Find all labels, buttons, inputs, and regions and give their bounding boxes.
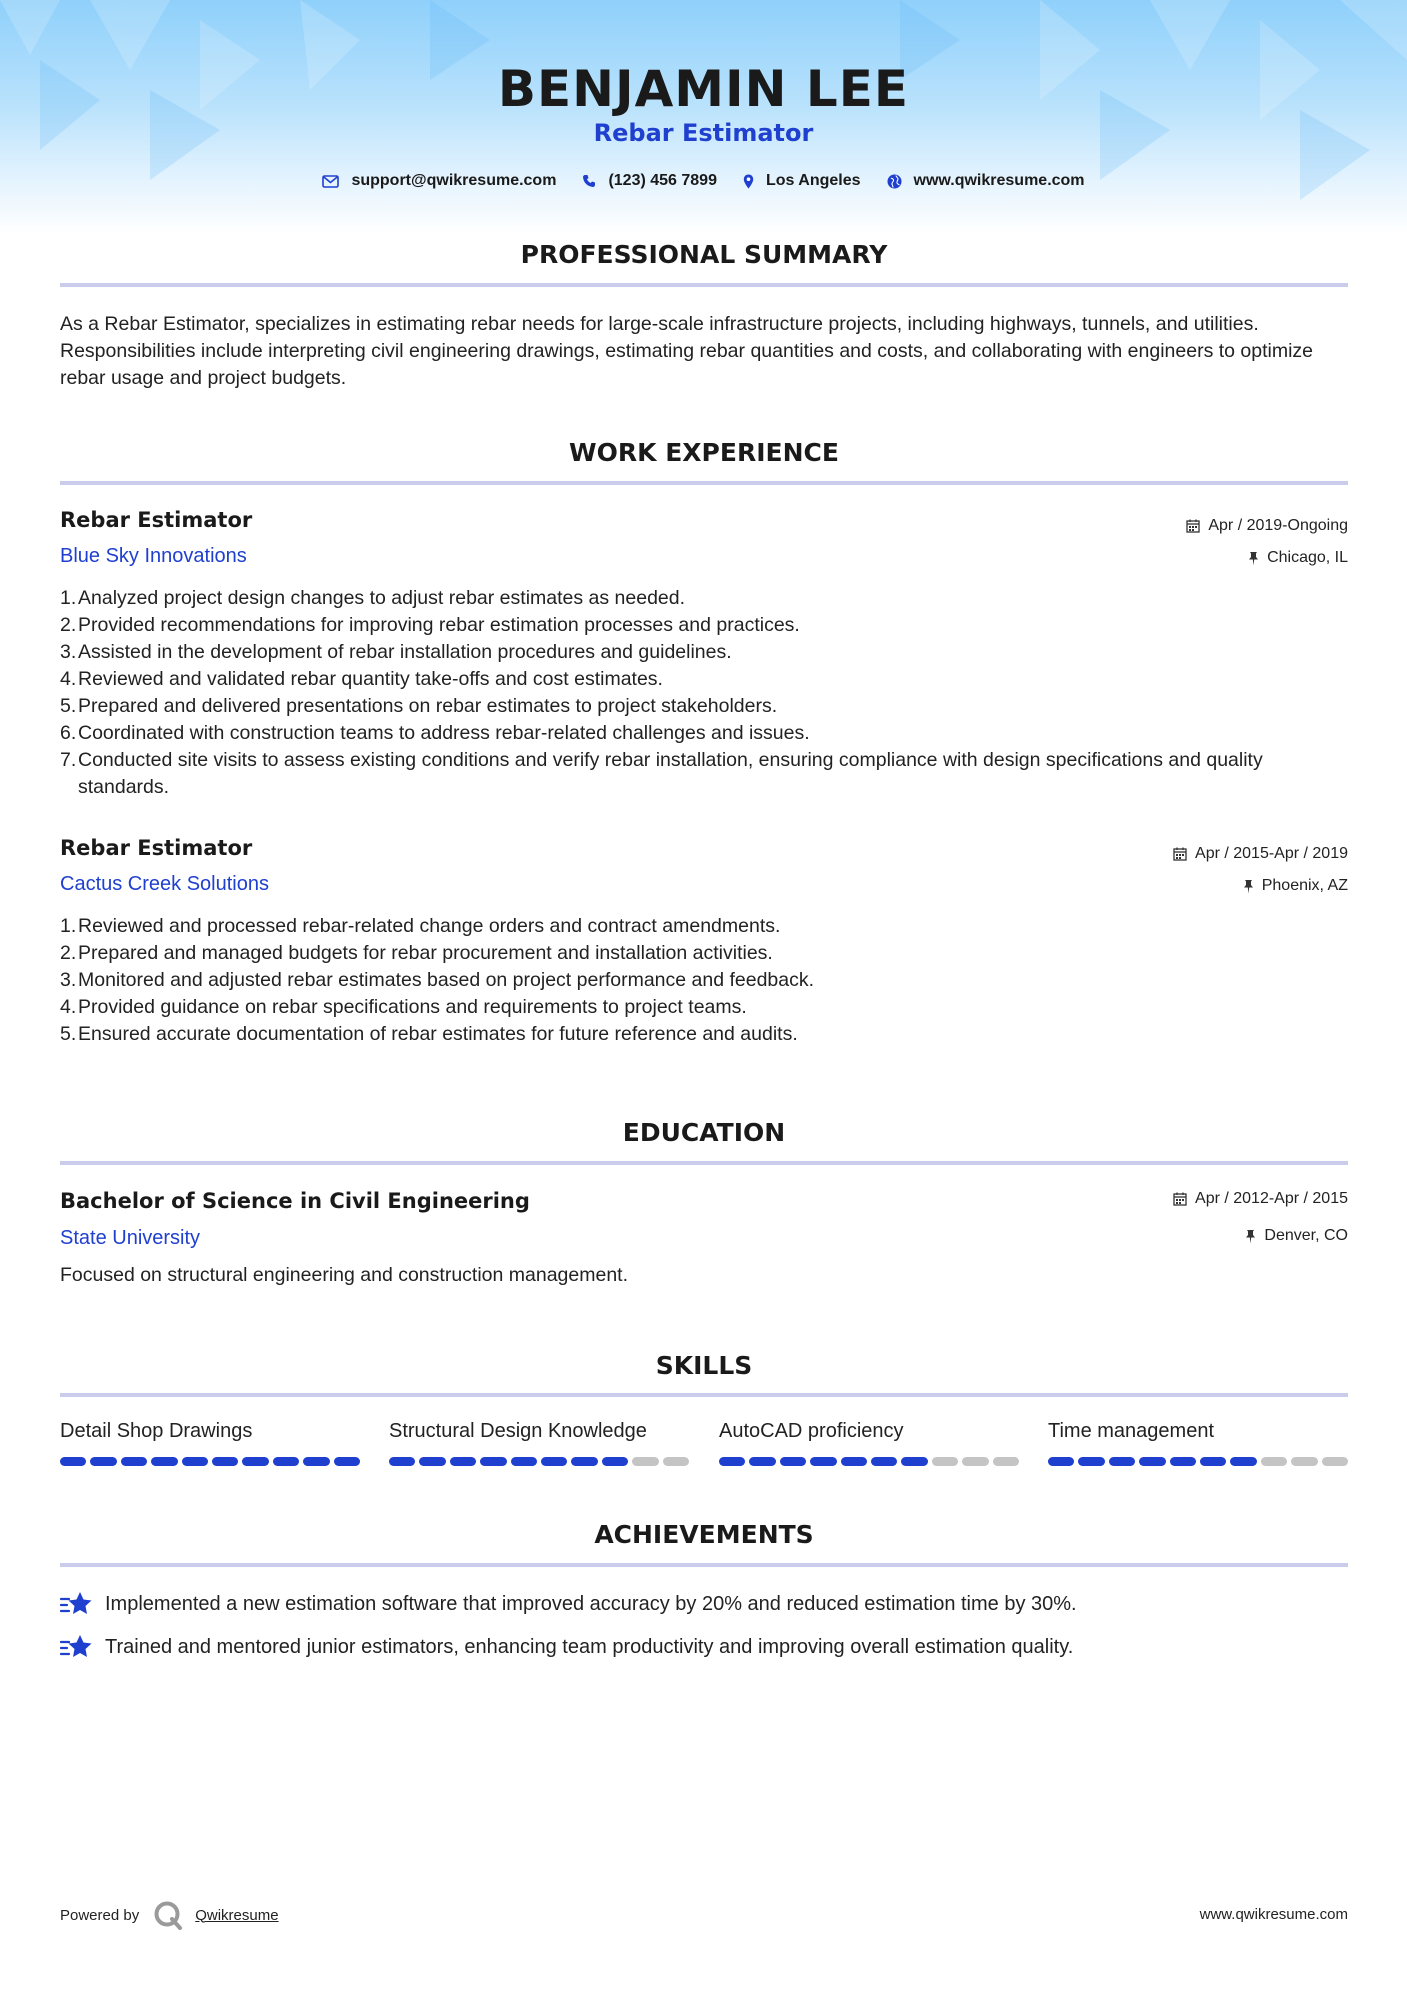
achievement-text: Trained and mentored junior estimators, enhancing team productivity and improving overall estimation quality.	[105, 1635, 1074, 1658]
achievement-text: Implemented a new estimation software that improved accuracy by 20% and reduced estimation time by 30%.	[105, 1592, 1077, 1615]
summary-divider	[60, 283, 1348, 287]
list-item: 2. Prepared and managed budgets for rebar procurement and installation activities.	[60, 942, 773, 964]
job-company: Blue Sky Innovations	[60, 545, 247, 567]
skill-level-segment	[901, 1457, 927, 1466]
list-item: 5. Ensured accurate documentation of rebar estimates for future reference and audits.	[60, 1023, 798, 1045]
education-heading: EDUCATION	[622, 1118, 786, 1147]
education-divider	[60, 1161, 1348, 1165]
achievement-item	[60, 1590, 1077, 1618]
list-item: 7. Conducted site visits to assess existing conditions and verify rebar installation, ensuring compliance with design specifications and quality standards.	[60, 749, 1263, 798]
skill-item	[719, 1420, 1019, 1466]
list-item: 3. Assisted in the development of rebar installation procedures and guidelines.	[60, 641, 732, 663]
list-item: 1. Reviewed and processed rebar-related change orders and contract amendments.	[60, 915, 781, 937]
skill-level-segment	[151, 1457, 177, 1466]
skill-level-segment	[334, 1457, 360, 1466]
experience-divider	[60, 481, 1348, 485]
skill-level-segment	[1291, 1457, 1317, 1466]
summary-heading: PROFESSIONAL SUMMARY	[520, 240, 888, 269]
skill-level-segment	[993, 1457, 1019, 1466]
job-dates	[1173, 845, 1348, 863]
education-dates	[1173, 1190, 1348, 1208]
contact-website-text: www.qwikresume.com	[913, 172, 1085, 189]
education-description: Focused on structural engineering and construction management.	[60, 1264, 629, 1286]
skill-level-segment	[810, 1457, 836, 1466]
skill-level-segment	[932, 1457, 958, 1466]
star-icon	[60, 1590, 93, 1618]
contact-phone-text: (123) 456 7899	[608, 172, 717, 189]
contact-location	[743, 172, 861, 190]
globe-icon	[887, 174, 902, 189]
skill-level-segment	[780, 1457, 806, 1466]
skill-name: AutoCAD proficiency	[719, 1420, 904, 1442]
skill-level-segment	[212, 1457, 238, 1466]
header-banner	[0, 0, 1407, 235]
job-duties-list	[60, 913, 1350, 1048]
job-location-text: Phoenix, AZ	[1261, 877, 1348, 894]
phone-icon	[582, 174, 596, 188]
skill-level-segment	[182, 1457, 208, 1466]
skill-level-segment	[541, 1457, 567, 1466]
education-dates-text: Apr / 2012-Apr / 2015	[1195, 1190, 1348, 1207]
experience-heading: WORK EXPERIENCE	[569, 438, 839, 467]
skill-level-segment	[749, 1457, 775, 1466]
skill-level-segment	[871, 1457, 897, 1466]
education-location	[1245, 1227, 1348, 1245]
education-location-text: Denver, CO	[1264, 1227, 1348, 1244]
skill-level-segment	[602, 1457, 628, 1466]
job-dates-text: Apr / 2019-Ongoing	[1208, 517, 1348, 534]
skill-level-segment	[1261, 1457, 1287, 1466]
job-dates	[1186, 517, 1348, 535]
pushpin-icon	[1243, 879, 1254, 894]
powered-by-label: Powered by	[60, 1906, 140, 1924]
skill-name: Detail Shop Drawings	[60, 1420, 253, 1442]
contact-bar	[0, 172, 1407, 190]
skill-level-segment	[719, 1457, 745, 1466]
pushpin-icon	[1245, 1229, 1256, 1244]
pushpin-icon	[1248, 551, 1259, 566]
skill-level-segment	[1078, 1457, 1104, 1466]
skill-item	[60, 1420, 360, 1466]
calendar-icon	[1186, 519, 1200, 533]
skill-level-bar	[60, 1457, 360, 1466]
education-school: State University	[60, 1227, 201, 1249]
list-item: 6. Coordinated with construction teams to address rebar-related challenges and issues.	[60, 722, 810, 744]
achievements-heading: ACHIEVEMENTS	[594, 1520, 814, 1549]
skill-level-segment	[1322, 1457, 1348, 1466]
skill-level-segment	[90, 1457, 116, 1466]
skill-level-segment	[841, 1457, 867, 1466]
skill-name: Structural Design Knowledge	[389, 1420, 647, 1442]
skills-heading: SKILLS	[655, 1351, 753, 1380]
skill-level-segment	[480, 1457, 506, 1466]
list-item: 2. Provided recommendations for improving rebar estimation processes and practices.	[60, 614, 800, 636]
list-item: 4. Reviewed and validated rebar quantity take-offs and cost estimates.	[60, 668, 663, 690]
skill-level-segment	[1200, 1457, 1226, 1466]
contact-location-text: Los Angeles	[765, 172, 861, 189]
list-item: 3. Monitored and adjusted rebar estimates based on project performance and feedback.	[60, 969, 815, 991]
skill-level-bar	[1048, 1457, 1348, 1466]
skill-level-segment	[242, 1457, 268, 1466]
skill-level-segment	[121, 1457, 147, 1466]
skill-level-segment	[419, 1457, 445, 1466]
skill-level-segment	[389, 1457, 415, 1466]
skill-level-segment	[1170, 1457, 1196, 1466]
skill-level-bar	[719, 1457, 1019, 1466]
candidate-role: Rebar Estimator	[593, 119, 814, 147]
contact-phone[interactable]	[582, 172, 717, 190]
skill-level-segment	[1048, 1457, 1074, 1466]
candidate-name: BENJAMIN LEE	[497, 60, 910, 118]
list-item: 4. Provided guidance on rebar specifications and requirements to project teams.	[60, 996, 747, 1018]
job-dates-text: Apr / 2015-Apr / 2019	[1195, 845, 1348, 862]
envelope-icon	[322, 175, 339, 188]
contact-website[interactable]	[887, 172, 1085, 190]
skill-level-segment	[1230, 1457, 1256, 1466]
job-company: Cactus Creek Solutions	[60, 873, 269, 895]
job-location	[1248, 549, 1348, 567]
contact-email[interactable]	[322, 172, 556, 190]
skill-item	[389, 1420, 689, 1466]
summary-text: As a Rebar Estimator, specializes in estimating rebar needs for large-scale infrastructure projects, including highways, tunnels, and utilities. Responsibilities include interpreting civil engineering drawings, estimating rebar quantities and costs, and collaborating with engineers to optimize rebar usage and project budgets.	[60, 313, 1314, 389]
skill-level-segment	[1139, 1457, 1165, 1466]
contact-email-text: support@qwikresume.com	[351, 172, 557, 189]
skills-divider	[60, 1393, 1348, 1397]
achievement-item	[60, 1633, 1073, 1661]
education-degree: Bachelor of Science in Civil Engineering	[60, 1189, 530, 1213]
calendar-icon	[1173, 1192, 1187, 1206]
map-pin-icon	[743, 174, 754, 189]
footer-powered-by	[60, 1900, 279, 1930]
footer-website[interactable]: www.qwikresume.com	[1199, 1906, 1348, 1923]
list-item: 5. Prepared and delivered presentations on rebar estimates to project stakeholders.	[60, 695, 778, 717]
skill-item	[1048, 1420, 1348, 1466]
job-title: Rebar Estimator	[60, 836, 253, 860]
skill-level-segment	[1109, 1457, 1135, 1466]
skill-level-segment	[571, 1457, 597, 1466]
star-icon	[60, 1633, 93, 1661]
skill-level-segment	[450, 1457, 476, 1466]
skill-level-segment	[303, 1457, 329, 1466]
skill-level-bar	[389, 1457, 689, 1466]
skill-name: Time management	[1048, 1420, 1214, 1442]
skill-level-segment	[962, 1457, 988, 1466]
job-title: Rebar Estimator	[60, 508, 253, 532]
job-location	[1243, 877, 1348, 895]
skill-level-segment	[663, 1457, 689, 1466]
job-location-text: Chicago, IL	[1267, 549, 1348, 566]
qwikresume-logo-icon	[153, 1900, 183, 1930]
job-duties-list	[60, 585, 1350, 801]
skill-level-segment	[511, 1457, 537, 1466]
calendar-icon	[1173, 847, 1187, 861]
skill-level-segment	[60, 1457, 86, 1466]
achievements-divider	[60, 1563, 1348, 1567]
list-item: 1. Analyzed project design changes to adjust rebar estimates as needed.	[60, 587, 686, 609]
skill-level-segment	[273, 1457, 299, 1466]
skill-level-segment	[632, 1457, 658, 1466]
brand-link[interactable]: Qwikresume	[195, 1906, 279, 1924]
